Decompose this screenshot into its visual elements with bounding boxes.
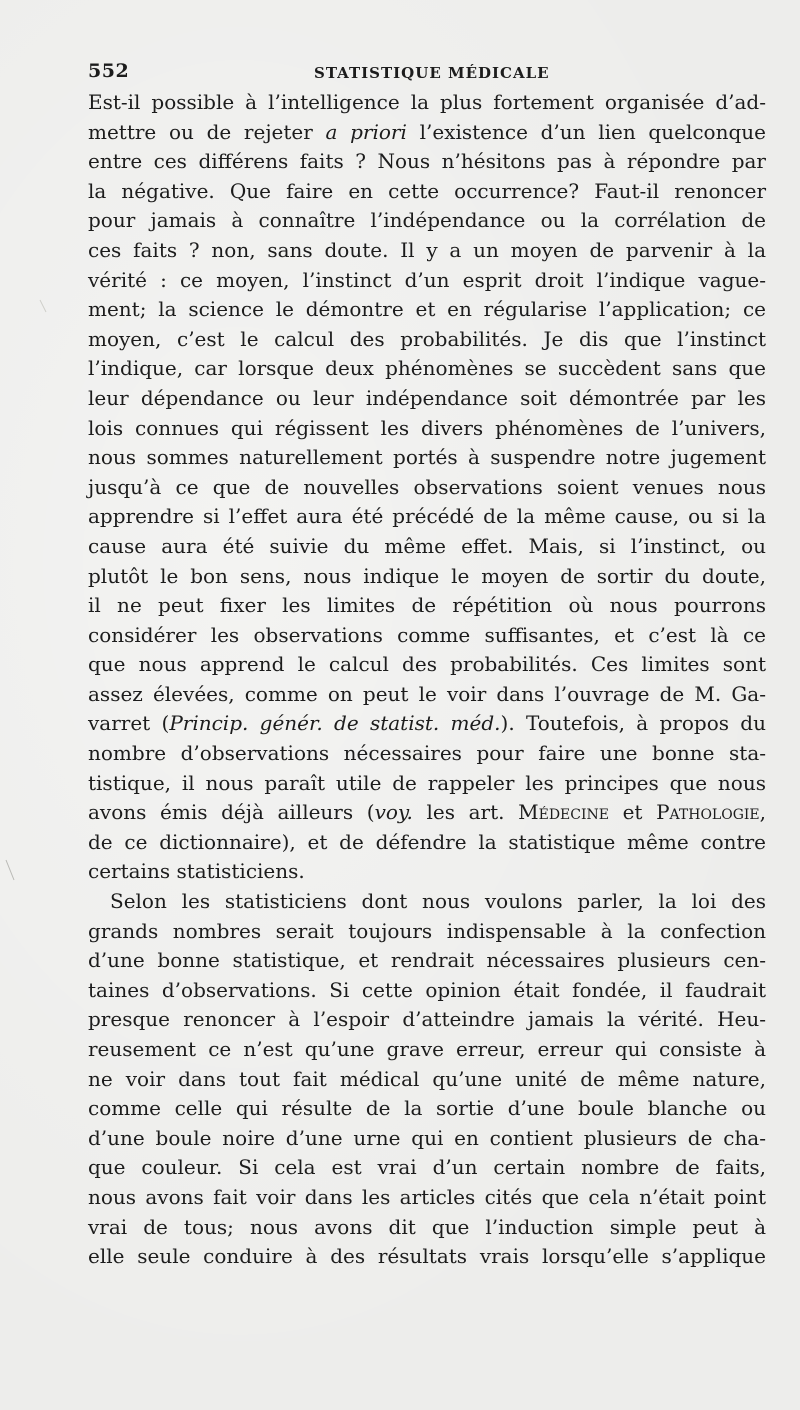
text-line: considérer les observations comme suffisantes, et c’est là ce: [88, 622, 766, 647]
text-line: vrai de tous; nous avons dit que l’induction simple peut à: [88, 1214, 766, 1239]
text-line: presque renoncer à l’espoir d’atteindre jamais la vérité. Heu-: [88, 1007, 766, 1032]
text-line: reusement ce n’est qu’une grave erreur, erreur qui consiste à: [88, 1037, 766, 1061]
text-line: Selon les statisticiens dont nous voulons parler, la loi des: [110, 889, 766, 914]
text-line: ne voir dans tout fait médical qu’une unité de même nature,: [88, 1066, 766, 1091]
text-line: avons émis déjà ailleurs (voy. les art. Médecine et Pathologie,: [88, 800, 766, 825]
text-line: d’une boule noire d’une urne qui en contient plusieurs de cha-: [88, 1125, 766, 1150]
body-text: [88, 88, 766, 1272]
text-line: cause aura été suivie du même effet. Mais, si l’instinct, ou: [88, 533, 766, 558]
text-line: jusqu’à ce que de nouvelles observations soient venues nous: [88, 474, 766, 499]
text-line: d’une bonne statistique, et rendrait nécessaires plusieurs cen-: [88, 948, 766, 973]
text-line: lois connues qui régissent les divers phénomènes de l’univers,: [88, 415, 766, 440]
text-line: ment; la science le démontre et en régularise l’application; ce: [88, 297, 766, 322]
text-line: varret (Princip. génér. de statist. méd.). Toutefois, à propos du: [88, 711, 766, 736]
text-line: plutôt le bon sens, nous indique le moyen de sortir du doute,: [88, 563, 766, 588]
text-line: assez élevées, comme on peut le voir dans l’ouvrage de M. Ga-: [88, 681, 766, 706]
text-line: vérité : ce moyen, l’instinct d’un esprit droit l’indique vague-: [88, 267, 766, 292]
text-line: entre ces différens faits ? Nous n’hésitons pas à répondre par: [88, 149, 766, 174]
text-line: de ce dictionnaire), et de défendre la statistique même contre: [88, 829, 766, 854]
text-line: Est-il possible à l’intelligence la plus fortement organisée d’ad-: [88, 90, 766, 114]
text-line: apprendre si l’effet aura été précédé de la même cause, ou si la: [88, 504, 766, 529]
running-title: STATISTIQUE MÉDICALE: [314, 64, 550, 82]
text-line: que nous apprend le calcul des probabilités. Ces limites sont: [88, 652, 766, 677]
paragraph-1: [88, 88, 766, 887]
text-line: ces faits ? non, sans doute. Il y a un moyen de parvenir à la: [88, 237, 766, 262]
text-line: grands nombres serait toujours indispensable à la confection: [88, 918, 766, 943]
text-line: la négative. Que faire en cette occurrence? Faut-il renoncer: [88, 178, 766, 203]
text-line: tistique, il nous paraît utile de rappeler les principes que nous: [88, 770, 766, 795]
text-line: mettre ou de rejeter a priori l’existence d’un lien quelconque: [88, 119, 766, 144]
text-line: moyen, c’est le calcul des probabilités. Je dis que l’instinct: [88, 326, 766, 351]
text-line: elle seule conduire à des résultats vrais lorsqu’elle s’applique: [88, 1244, 766, 1269]
text-line: taines d’observations. Si cette opinion était fondée, il faudrait: [88, 977, 766, 1002]
page-number: 552: [88, 60, 130, 82]
text-line: nombre d’observations nécessaires pour faire une bonne sta-: [88, 741, 766, 766]
text-line: pour jamais à connaître l’indépendance ou la corrélation de: [88, 208, 766, 233]
text-line: certains statisticiens.: [88, 859, 305, 884]
book-page: [88, 58, 766, 1272]
text-line: leur dépendance ou leur indépendance soit démontrée par les: [88, 385, 766, 410]
text-line: l’indique, car lorsque deux phénomènes se succèdent sans que: [88, 356, 766, 381]
paragraph-2: [88, 887, 766, 1272]
text-line: que couleur. Si cela est vrai d’un certain nombre de faits,: [88, 1155, 766, 1180]
text-line: il ne peut fixer les limites de répétition où nous pourrons: [88, 593, 766, 618]
text-line: comme celle qui résulte de la sortie d’une boule blanche ou: [88, 1096, 766, 1121]
text-line: nous avons fait voir dans les articles cités que cela n’était point: [88, 1184, 766, 1209]
text-line: nous sommes naturellement portés à suspendre notre jugement: [88, 445, 766, 470]
running-header: [88, 58, 766, 88]
